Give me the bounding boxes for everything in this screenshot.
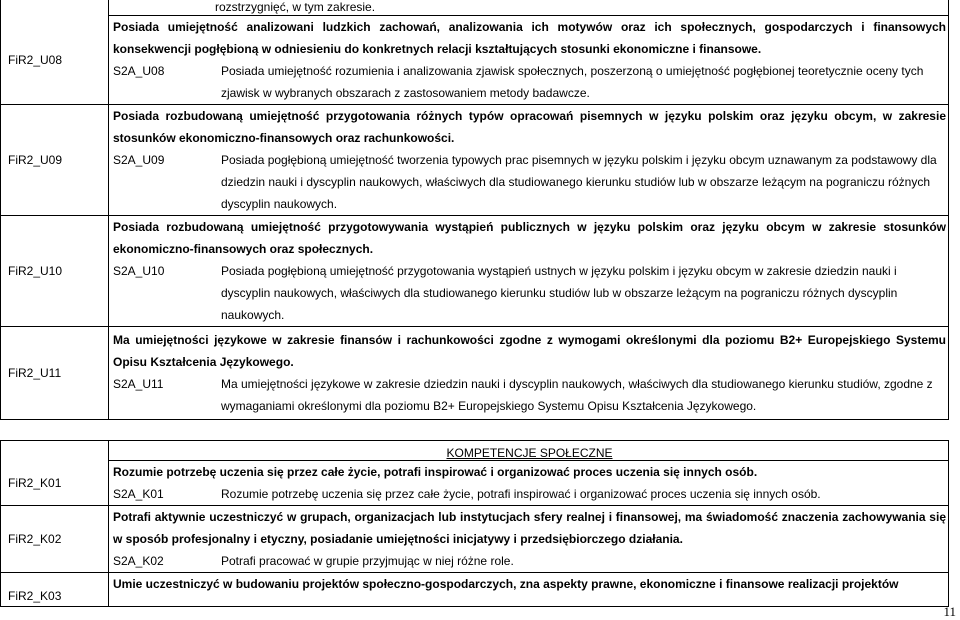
table-row xyxy=(1,216,949,327)
reference-row xyxy=(113,260,946,326)
page-number: 11 xyxy=(943,604,956,619)
outcome-code: FiR2_K01 xyxy=(1,461,109,506)
reference-description: Posiada pogłębioną umiejętność przygotowania wystąpień ustnych w języku polskim i języku obcym w zakresie dziedzin nauki i dyscyplin naukowych, właściwych dla studiowanego kierunku studiów lub w obszarze leżącym na pograniczu różnych dyscyplin naukowych. xyxy=(221,264,898,322)
outcome-code: FiR2_K02 xyxy=(1,506,109,573)
outcome-description: Umie uczestniczyć w budowaniu projektów społeczno-gospodarczych, zna aspekty prawne, ekonomiczne i finansowe realizacji projektów xyxy=(113,577,899,591)
table-row xyxy=(1,461,949,506)
outcome-code: FiR2_U10 xyxy=(1,216,109,327)
outcome-code: FiR2_K03 xyxy=(1,573,109,607)
outcome-description: Ma umiejętności językowe w zakresie finansów i rachunkowości zgodne z wymogami określonymi dla poziomu B2+ Europejskiego Systemu Opisu Kształcenia Językowego. xyxy=(113,333,946,369)
outcome-description: Posiada rozbudowaną umiejętność przygotowywania wystąpień publicznych w języku polskim oraz języku obcym w zakresie stosunków ekonomiczno-finansowych oraz społecznych. xyxy=(113,220,946,256)
reference-code: S2A_U10 xyxy=(113,264,165,278)
reference-code: S2A_U08 xyxy=(113,64,165,78)
outcome-description: Posiada rozbudowaną umiejętność przygotowania różnych typów opracowań pisemnych w języku polskim oraz języku obcym, w zakresie stosunków ekonomiczno-finansowych oraz rachunkowości. xyxy=(113,109,946,145)
reference-code: S2A_U09 xyxy=(113,153,165,167)
table-row xyxy=(1,327,949,420)
reference-code: S2A_K01 xyxy=(113,487,164,501)
section-title: KOMPETENCJE SPOŁECZNE xyxy=(446,446,613,460)
outcome-code: FiR2_U09 xyxy=(1,105,109,216)
reference-row xyxy=(113,373,946,417)
previous-text-fragment: rozstrzygnięć, w tym zakresie. xyxy=(215,0,376,14)
table-row xyxy=(1,105,949,216)
outcome-description: Potrafi aktywnie uczestniczyć w grupach, organizacjach lub instytucjach sfery realnej i finansowej, ma świadomość znaczenia zachowywania się w sposób profesjonalny i etyczny, posiadanie umiejętności inicjatywy i przedsiębiorczego działania. xyxy=(113,510,946,546)
competences-table xyxy=(0,440,949,607)
previous-fragment-cell xyxy=(109,0,949,16)
table-row xyxy=(1,506,949,573)
reference-description: Posiada umiejętność rozumienia i analizowania zjawisk społecznych, poszerzoną o umiejętność pogłębionej teoretycznie oceny tych zjawisk w wybranych obszarach z zastosowaniem metody badawcze. xyxy=(221,64,924,100)
outcome-code: FiR2_U11 xyxy=(1,327,109,420)
outcome-code: FiR2_U08 xyxy=(1,16,109,105)
reference-code: S2A_K02 xyxy=(113,554,164,568)
reference-description: Rozumie potrzebę uczenia się przez całe życie, potrafi inspirować i organizować proces uczenia się innych osób. xyxy=(221,487,821,501)
reference-description: Ma umiejętności językowe w zakresie dziedzin nauki i dyscyplin naukowych, właściwych dla studiowanego kierunku studiów, zgodne z wymaganiami określonymi dla poziomu B2+ Europejskiego Systemu Opisu Kształcenia Językowego. xyxy=(221,377,933,413)
reference-row xyxy=(113,149,946,215)
reference-row xyxy=(113,60,946,104)
reference-description: Posiada pogłębioną umiejętność tworzenia typowych prac pisemnych w języku polskim i języku obcym uznawanym za podstawowy dla dziedzin nauki i dyscyplin naukowych, właściwych dla studiowanego kierunku studiów lub w obszarze leżącym na pograniczu różnych dyscyplin naukowych. xyxy=(221,153,937,211)
reference-description: Potrafi pracować w grupie przyjmując w niej różne role. xyxy=(221,554,514,568)
reference-row xyxy=(113,483,946,505)
reference-code: S2A_U11 xyxy=(113,377,164,391)
table-row xyxy=(1,573,949,607)
outcome-description: Rozumie potrzebę uczenia się przez całe życie, potrafi inspirować i organizować proces uczenia się innych osób. xyxy=(113,465,758,479)
outcome-description: Posiada umiejętność analizowani ludzkich zachowań, analizowania ich motywów oraz ich społecznych, gospodarczych i finansowych konsekwencji pogłębioną w odniesieniu do konkretnych relacji kształtujących stosunki ekonomiczne i finansowe. xyxy=(113,20,946,56)
table-row xyxy=(1,16,949,105)
reference-row xyxy=(113,550,946,572)
